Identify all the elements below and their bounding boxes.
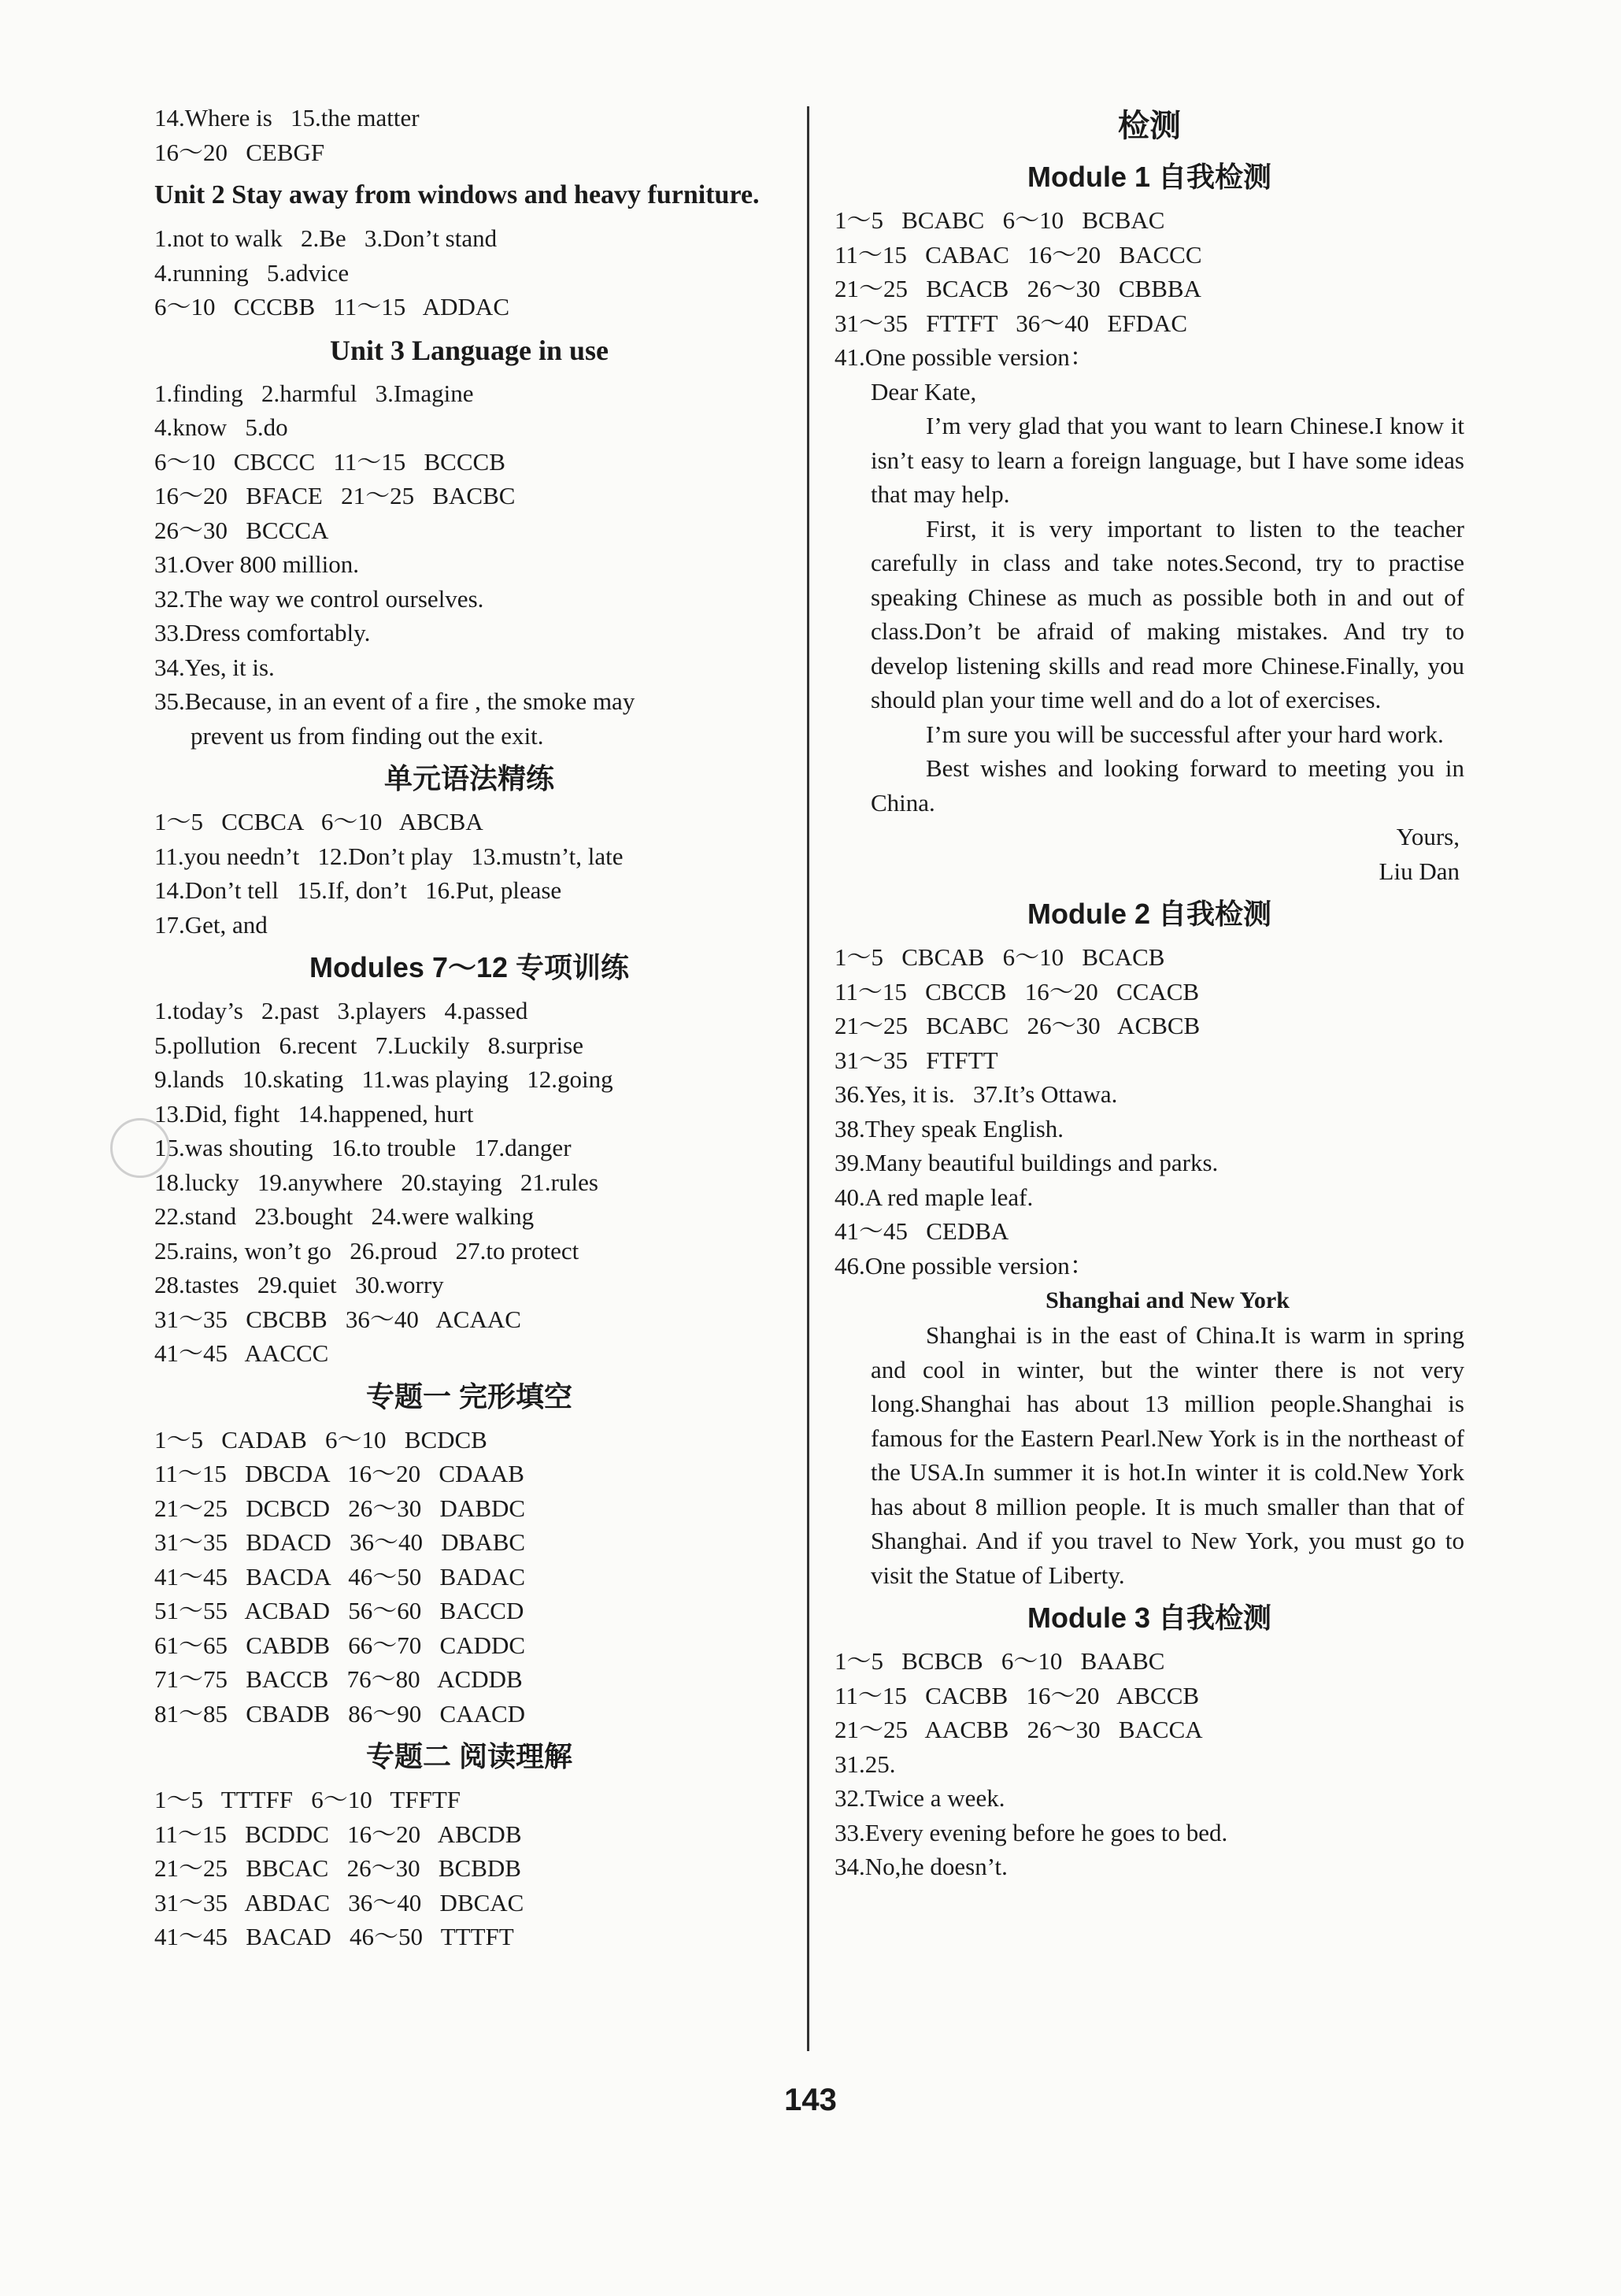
answer-line: 4.know 5.do — [154, 413, 288, 441]
topic2-answers — [154, 1783, 784, 1954]
answer-line: 13.Did, fight 14.happened, hurt — [154, 1099, 474, 1128]
answer-line: 4.running 5.advice — [154, 258, 350, 287]
answer-line: 1～5 TTTFF 6～10 TFFTF — [154, 1786, 461, 1813]
answer-line: 31～35 FTFTT — [835, 1046, 998, 1074]
grammar-answers — [154, 805, 784, 942]
answer-line: 31～35 FTTFT 36～40 EFDAC — [835, 309, 1188, 337]
essay-paragraph: Shanghai is in the east of China.It is warm in spring and cool in winter, but the winter there is not very long.Shanghai has about 13 million people.Shanghai is famous for the Eastern Pearl.New York is in the northeast of the USA.In summer it is hot.In winter it is cold.New York has about 8 million people. It is much smaller than that of Shanghai. And if you travel to New York, you must go to visit the Statue of Liberty. — [871, 1321, 1464, 1589]
answer-line: 36.Yes, it is. 37.It’s Ottawa. — [835, 1080, 1118, 1108]
answer-line: 21～25 BCABC 26～30 ACBCB — [835, 1012, 1201, 1039]
answer-line: 61～65 CABDB 66～70 CADDC — [154, 1631, 526, 1659]
unit2-answers — [154, 221, 784, 324]
answer-line: 14.Where is 15.the matter — [154, 104, 420, 131]
answer-line: 11～15 CABAC 16～20 BACCC — [835, 240, 1202, 268]
letter-greeting: Dear Kate, — [871, 377, 977, 406]
column-divider — [807, 106, 809, 2051]
answer-line: 31～35 BDACD 36～40 DBABC — [154, 1528, 526, 1556]
answer-line: 1.today’s 2.past 3.players 4.passed — [154, 997, 528, 1024]
answer-line: 1～5 CCBCA 6～10 ABCBA — [154, 808, 483, 835]
answer-line: 38.They speak English. — [835, 1114, 1064, 1142]
module1-answers — [835, 203, 1464, 375]
answer-line: 5.pollution 6.recent 7.Luckily 8.surprise — [154, 1031, 583, 1059]
answer-line: 28.tastes 29.quiet 30.worry — [154, 1271, 444, 1298]
answer-line: 32.Twice a week. — [835, 1784, 1005, 1812]
answer-line: 16～20 BFACE 21～25 BACBC — [154, 482, 516, 509]
letter-closing: Yours, — [1396, 823, 1460, 850]
answer-line: 33.Dress comfortably. — [154, 619, 371, 646]
answer-line: 41.One possible version： — [835, 343, 1094, 371]
answer-line: 31.Over 800 million. — [154, 550, 360, 578]
essay — [835, 1283, 1464, 1592]
module2-heading: Module 2 自我检测 — [1027, 898, 1271, 930]
answer-line: 16～20 CEBGF — [154, 138, 325, 166]
answer-line: 41～45 CEDBA — [835, 1217, 1009, 1245]
answer-line: 17.Get, and — [154, 910, 268, 939]
watermark-stamp-icon — [110, 1118, 170, 1178]
main-title: 检测 — [1118, 109, 1181, 143]
answer-line: 34.No,he doesn’t. — [835, 1853, 1008, 1880]
answer-line: 1.finding 2.harmful 3.Imagine — [154, 379, 474, 407]
letter-paragraph: I’m very glad that you want to learn Chinese.I know it isn’t easy to learn a foreign language, but I have some ideas that may help. — [871, 412, 1464, 508]
topic1-answers — [154, 1423, 784, 1731]
left-top-answers — [154, 101, 784, 169]
answer-line: 11～15 CBCCB 16～20 CCACB — [835, 977, 1200, 1005]
answer-line: 18.lucky 19.anywhere 20.staying 21.rules — [154, 1168, 598, 1196]
answer-line: 34.Yes, it is. — [154, 653, 275, 681]
answer-line: 39.Many beautiful buildings and parks. — [835, 1149, 1219, 1176]
modules-answers — [154, 994, 784, 1371]
topic2-heading: 专题二 阅读理解 — [365, 1740, 572, 1772]
answer-line: 31.25. — [835, 1750, 896, 1778]
answer-line: 1～5 CBCAB 6～10 BCACB — [835, 943, 1165, 971]
answer-line: 35.Because, in an event of a fire , the smoke may — [154, 687, 635, 715]
answer-line: 51～55 ACBAD 56～60 BACCD — [154, 1597, 524, 1624]
answer-line: 33.Every evening before he goes to bed. — [835, 1818, 1228, 1846]
answer-line: 31～35 ABDAC 36～40 DBCAC — [154, 1888, 524, 1916]
answer-line: 11～15 BCDDC 16～20 ABCDB — [154, 1820, 522, 1848]
answer-line: 14.Don’t tell 15.If, don’t 16.Put, please — [154, 876, 562, 904]
answer-line: 11～15 CACBB 16～20 ABCCB — [835, 1681, 1200, 1709]
unit3-answers — [154, 376, 784, 754]
module3-heading: Module 3 自我检测 — [1027, 1602, 1271, 1634]
answer-line: 46.One possible version： — [835, 1251, 1094, 1279]
letter — [835, 375, 1464, 889]
essay-title: Shanghai and New York — [1046, 1287, 1290, 1313]
page-number: 143 — [784, 2083, 837, 2117]
answer-line: 21～25 BCACB 26～30 CBBBA — [835, 275, 1201, 302]
answer-line: 6～10 CBCCC 11～15 BCCCB — [154, 447, 505, 476]
module1-heading: Module 1 自我检测 — [1027, 161, 1271, 193]
answer-line: 32.The way we control ourselves. — [154, 584, 484, 613]
answer-line: 21～25 DCBCD 26～30 DABDC — [154, 1494, 526, 1522]
answer-line: 1.not to walk 2.Be 3.Don’t stand — [154, 224, 498, 252]
answer-line: 1～5 BCBCB 6～10 BAABC — [835, 1647, 1165, 1675]
answer-line: 6～10 CCCBB 11～15 ADDAC — [154, 293, 509, 320]
unit3-heading: Unit 3 Language in use — [329, 334, 609, 366]
answer-line: 71～75 BACCB 76～80 ACDDB — [154, 1665, 523, 1693]
module2-answers — [835, 940, 1464, 1283]
answer-line: 1～5 BCABC 6～10 BCBAC — [835, 206, 1165, 234]
answer-line: 81～85 CBADB 86～90 CAACD — [154, 1699, 526, 1728]
answer-line: 11.you needn’t 12.Don’t play 13.mustn’t, late — [154, 842, 624, 870]
topic1-heading: 专题一 完形填空 — [365, 1379, 572, 1413]
answer-line: 22.stand 23.bought 24.were walking — [154, 1202, 535, 1230]
answer-line: 31～35 CBCBB 36～40 ACAAC — [154, 1305, 521, 1333]
answer-line: prevent us from finding out the exit. — [191, 721, 544, 750]
right-column — [835, 101, 1464, 1884]
answer-line: 25.rains, won’t go 26.proud 27.to protect — [154, 1236, 579, 1265]
answer-line: 41～45 BACAD 46～50 TTTFT — [154, 1923, 514, 1950]
answer-line: 41～45 BACDA 46～50 BADAC — [154, 1562, 526, 1591]
unit2-heading: Unit 2 Stay away from windows and heavy furniture. — [154, 180, 760, 209]
answer-line: 26～30 BCCCA — [154, 516, 329, 544]
letter-paragraph: First, it is very important to listen to the teacher carefully in class and take notes.Second, try to practise speaking Chinese as much as possible both in and out of class.Don’t be afraid of making mistakes. And try to develop listening skills and read more Chinese.Finally, you should plan your time well and do a lot of exercises. — [871, 514, 1464, 713]
letter-paragraph: I’m sure you will be successful after your hard work. — [926, 720, 1444, 748]
grammar-heading: 单元语法精练 — [383, 762, 554, 794]
answer-line: 40.A red maple leaf. — [835, 1183, 1034, 1211]
answer-line: 11～15 DBCDA 16～20 CDAAB — [154, 1460, 524, 1487]
left-column — [154, 101, 784, 1954]
module3-answers — [835, 1644, 1464, 1884]
answer-line: 1～5 CADAB 6～10 BCDCB — [154, 1425, 487, 1454]
answer-line: 21～25 AACBB 26～30 BACCA — [835, 1716, 1203, 1743]
answer-line: 9.lands 10.skating 11.was playing 12.going — [154, 1065, 613, 1093]
answer-line: 21～25 BBCAC 26～30 BCBDB — [154, 1854, 521, 1882]
letter-paragraph: Best wishes and looking forward to meeting you in China. — [871, 754, 1464, 817]
modules-heading: Modules 7～12 专项训练 — [309, 951, 630, 983]
answer-line: 15.was shouting 16.to trouble 17.danger — [154, 1134, 572, 1161]
answer-line: 41～45 AACCC — [154, 1339, 329, 1367]
letter-signature: Liu Dan — [1379, 857, 1460, 885]
